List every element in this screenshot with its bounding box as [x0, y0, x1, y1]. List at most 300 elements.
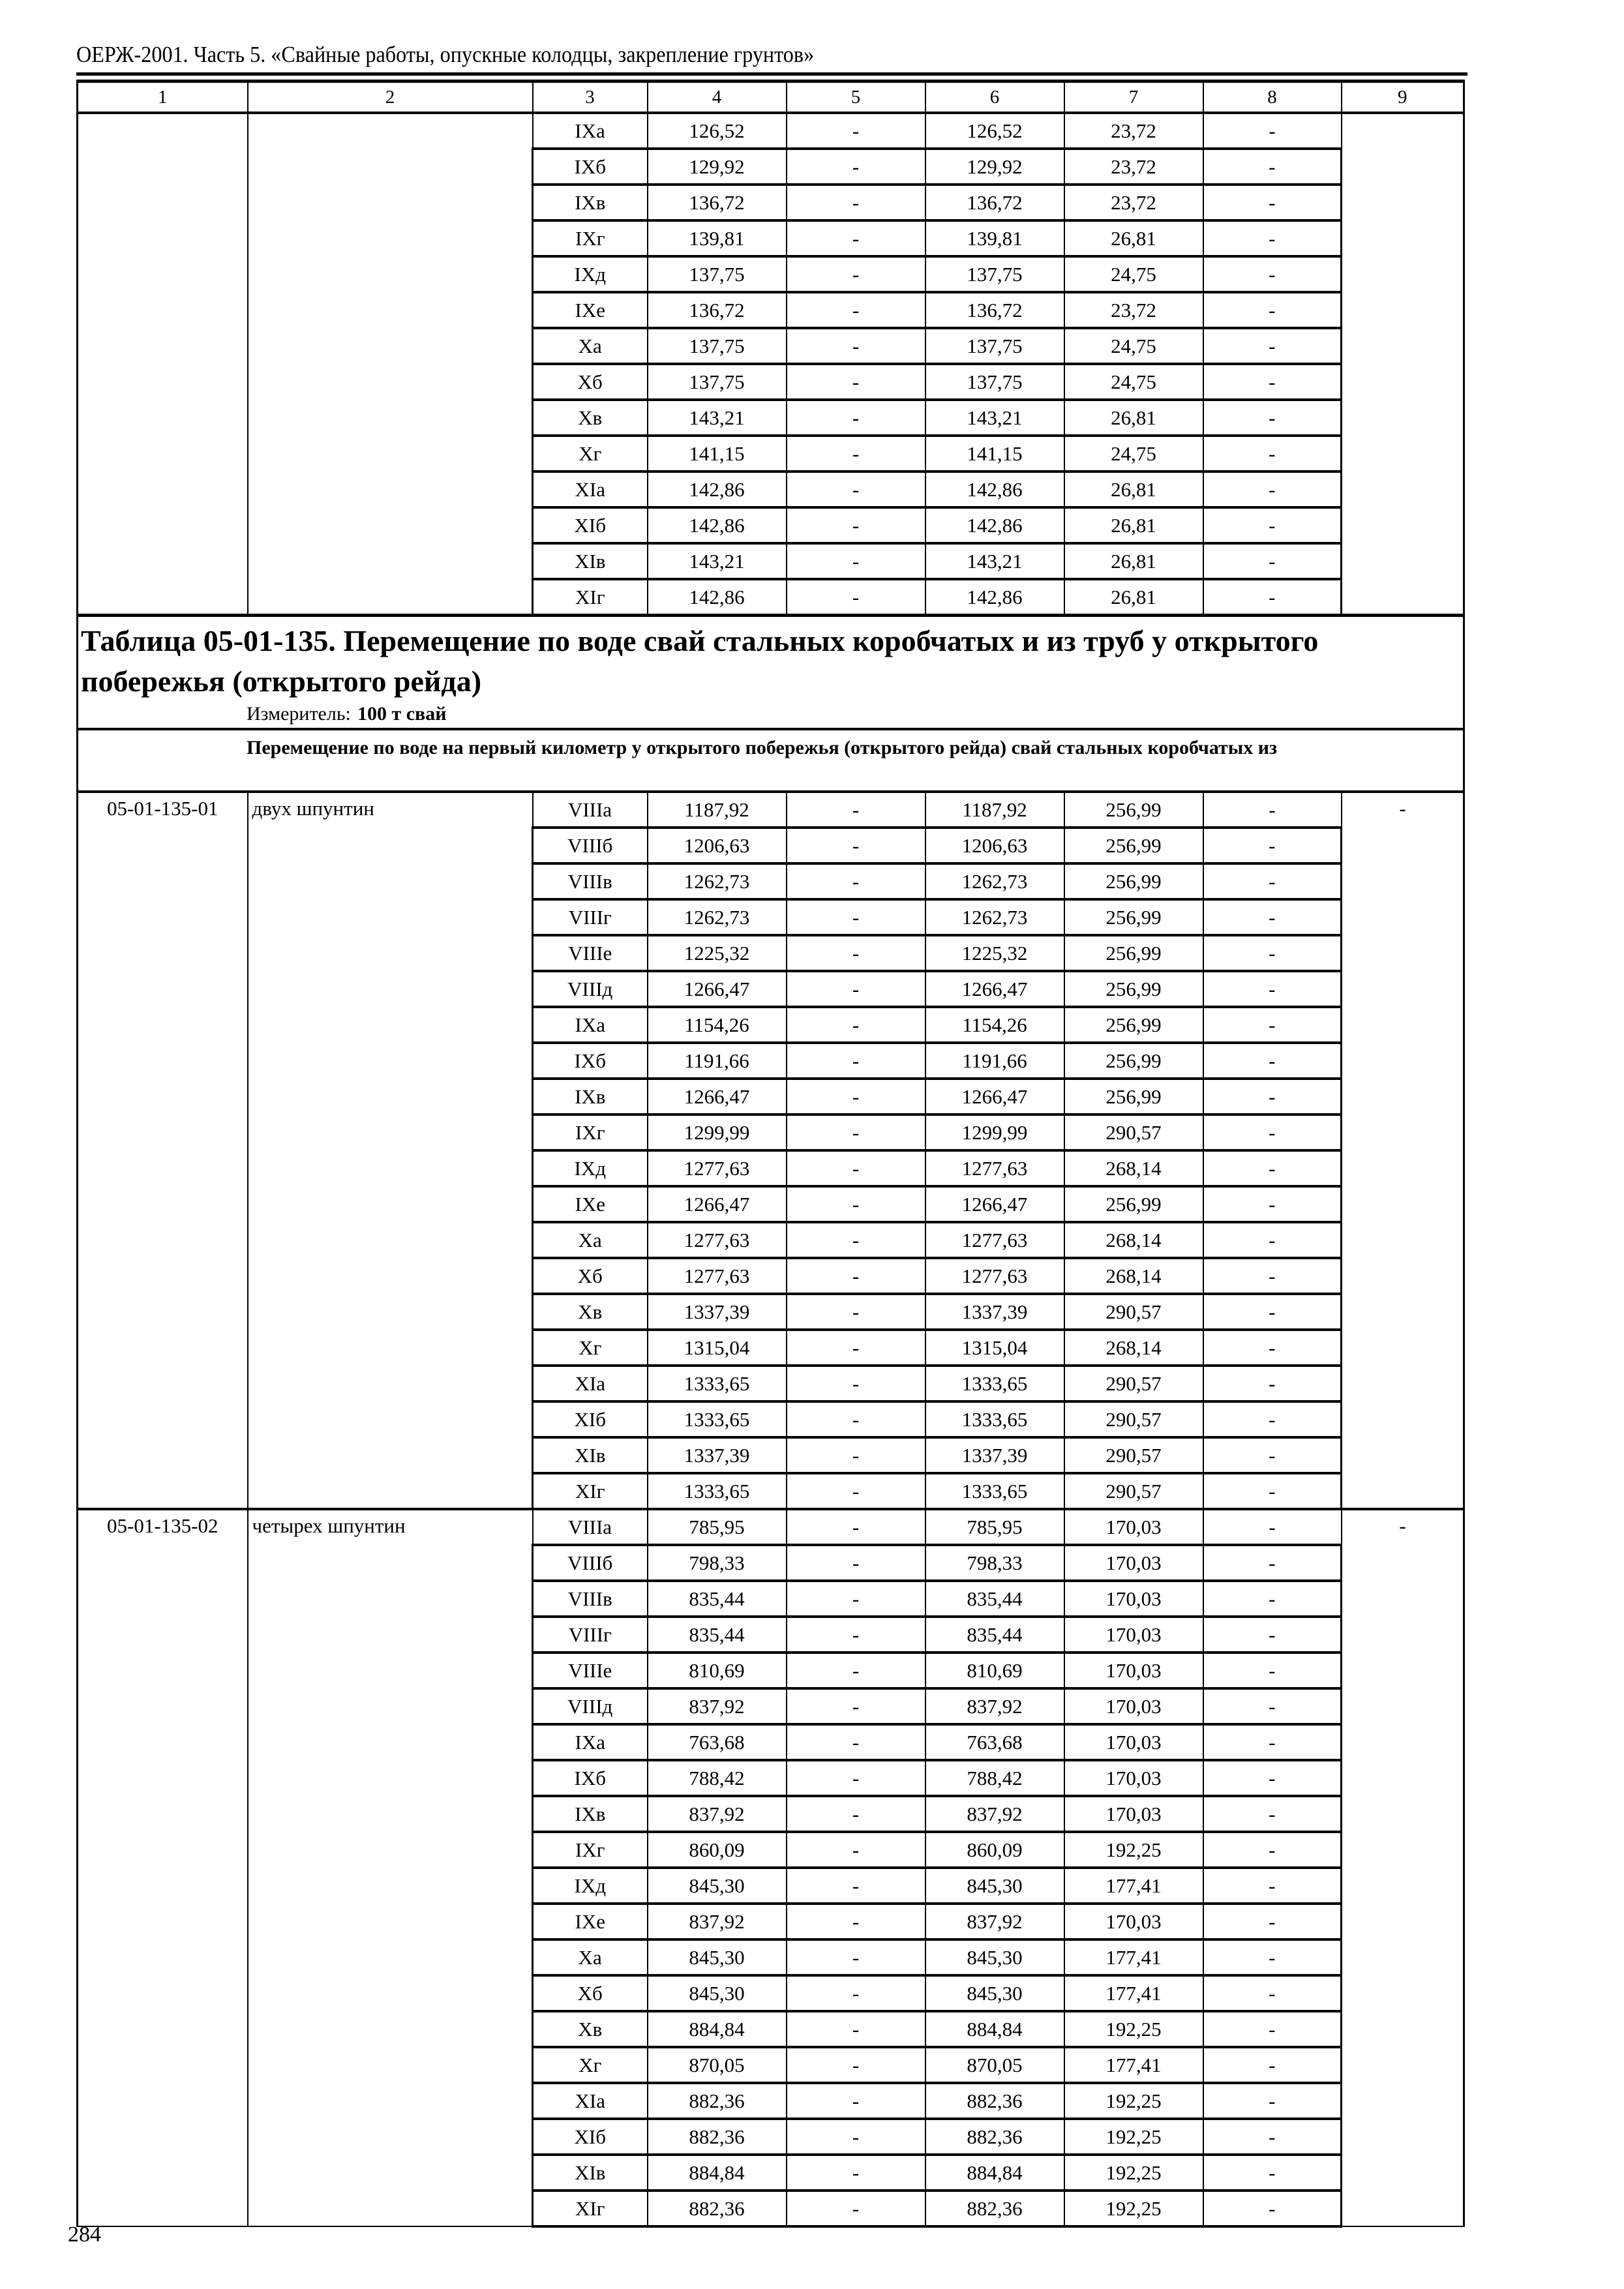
value-col5: - [787, 1581, 925, 1617]
value-col8: - [1203, 436, 1342, 471]
zone-cell: VIIIв [533, 863, 648, 899]
value-col5: - [787, 1975, 925, 2011]
value-col6: 870,05 [925, 2047, 1064, 2083]
value-col6: 1333,65 [925, 1366, 1064, 1401]
value-col6: 1262,73 [925, 863, 1064, 899]
zone-cell: Xв [533, 2011, 648, 2047]
zone-cell: Xг [533, 436, 648, 471]
value-col8: - [1203, 1150, 1342, 1186]
value-col4: 137,75 [648, 364, 787, 400]
zone-cell: XIа [533, 2083, 648, 2119]
value-col4: 1333,65 [648, 1473, 787, 1509]
value-col7: 256,99 [1064, 1079, 1203, 1115]
value-col5: - [787, 1904, 925, 1939]
value-col4: 870,05 [648, 2047, 787, 2083]
value-col8: - [1203, 971, 1342, 1007]
value-col8: - [1203, 1545, 1342, 1581]
value-col4: 785,95 [648, 1509, 787, 1545]
value-col6: 884,84 [925, 2155, 1064, 2191]
value-col5: - [787, 220, 925, 256]
value-col8: - [1203, 364, 1342, 400]
table-title-cell [78, 616, 1464, 730]
value-col4: 1154,26 [648, 1007, 787, 1043]
zone-cell: IXе [533, 1186, 648, 1222]
value-col5: - [787, 2047, 925, 2083]
value-col4: 1187,92 [648, 792, 787, 828]
value-col7: 268,14 [1064, 1150, 1203, 1186]
zone-cell: IXа [533, 113, 648, 149]
value-col4: 1333,65 [648, 1401, 787, 1437]
value-col6: 1225,32 [925, 935, 1064, 971]
value-col5: - [787, 1545, 925, 1581]
zone-cell: IXд [533, 256, 648, 292]
value-col5: - [787, 292, 925, 328]
column-header: 3 [533, 82, 648, 113]
value-col5: - [787, 400, 925, 436]
value-col6: 884,84 [925, 2011, 1064, 2047]
value-col7: 192,25 [1064, 2155, 1203, 2191]
value-col7: 290,57 [1064, 1473, 1203, 1509]
value-col6: 137,75 [925, 364, 1064, 400]
value-col5: - [787, 863, 925, 899]
value-col7: 170,03 [1064, 1581, 1203, 1617]
value-col4: 884,84 [648, 2155, 787, 2191]
value-col5: - [787, 1043, 925, 1079]
value-col6: 788,42 [925, 1760, 1064, 1796]
value-col8: - [1203, 507, 1342, 543]
value-col6: 126,52 [925, 113, 1064, 149]
value-col5: - [787, 1150, 925, 1186]
value-col4: 1262,73 [648, 899, 787, 935]
value-col7: 290,57 [1064, 1366, 1203, 1401]
table-title: Таблица 05-01-135. Перемещение по воде свай стальных коробчатых и из труб у открытого побережья (открытого рейда) [81, 624, 1319, 698]
table-body [78, 82, 1464, 2227]
value-col6: 143,21 [925, 400, 1064, 436]
value-col6: 837,92 [925, 1688, 1064, 1724]
value-col5: - [787, 1688, 925, 1724]
value-col6: 142,86 [925, 507, 1064, 543]
value-col8: - [1203, 292, 1342, 328]
value-col6: 1266,47 [925, 1186, 1064, 1222]
value-col6: 845,30 [925, 1868, 1064, 1904]
zone-cell: XIб [533, 2119, 648, 2155]
value-col6: 837,92 [925, 1904, 1064, 1939]
value-col9: - [1342, 792, 1464, 1509]
value-col5: - [787, 1366, 925, 1401]
value-col4: 845,30 [648, 1939, 787, 1975]
value-col8: - [1203, 1724, 1342, 1760]
zone-cell: XIв [533, 1437, 648, 1473]
value-col5: - [787, 579, 925, 616]
value-col8: - [1203, 1401, 1342, 1437]
value-col7: 26,81 [1064, 507, 1203, 543]
value-col8: - [1203, 1330, 1342, 1366]
value-col5: - [787, 1617, 925, 1653]
zone-cell: XIа [533, 1366, 648, 1401]
zone-cell: IXб [533, 1760, 648, 1796]
value-col7: 256,99 [1064, 935, 1203, 971]
value-col8: - [1203, 1222, 1342, 1258]
zone-cell: VIIIг [533, 1617, 648, 1653]
value-col8: - [1203, 1079, 1342, 1115]
zone-cell: IXв [533, 1079, 648, 1115]
value-col7: 192,25 [1064, 2083, 1203, 2119]
value-col7: 256,99 [1064, 971, 1203, 1007]
value-col7: 24,75 [1064, 256, 1203, 292]
value-col7: 290,57 [1064, 1115, 1203, 1150]
value-col5: - [787, 2191, 925, 2226]
zone-cell: IXв [533, 1796, 648, 1832]
value-col7: 268,14 [1064, 1222, 1203, 1258]
zone-cell: IXг [533, 1115, 648, 1150]
value-col4: 1277,63 [648, 1222, 787, 1258]
zone-cell: Xг [533, 2047, 648, 2083]
header-rule [76, 72, 1467, 76]
zone-cell: VIIIд [533, 1688, 648, 1724]
value-col6: 1333,65 [925, 1473, 1064, 1509]
measure-label: Измеритель: [247, 703, 351, 725]
value-col6: 1299,99 [925, 1115, 1064, 1150]
value-col4: 1337,39 [648, 1437, 787, 1473]
value-col4: 835,44 [648, 1617, 787, 1653]
value-col8: - [1203, 2011, 1342, 2047]
measure-line [78, 702, 1463, 726]
value-col7: 256,99 [1064, 1007, 1203, 1043]
value-col4: 1262,73 [648, 863, 787, 899]
value-col7: 256,99 [1064, 1043, 1203, 1079]
value-col6: 845,30 [925, 1975, 1064, 2011]
value-col6: 1315,04 [925, 1330, 1064, 1366]
zone-cell: IXд [533, 1150, 648, 1186]
value-col9: - [1342, 1509, 1464, 2226]
column-header: 2 [248, 82, 533, 113]
zone-cell: IXа [533, 1724, 648, 1760]
value-col4: 139,81 [648, 220, 787, 256]
zone-cell: Xв [533, 1294, 648, 1330]
value-col4: 1206,63 [648, 828, 787, 863]
value-col5: - [787, 2083, 925, 2119]
value-col8: - [1203, 1868, 1342, 1904]
value-col7: 26,81 [1064, 543, 1203, 579]
value-col8: - [1203, 792, 1342, 828]
column-header: 6 [925, 82, 1064, 113]
value-col7: 170,03 [1064, 1545, 1203, 1581]
row-description [248, 113, 533, 616]
value-col8: - [1203, 185, 1342, 220]
value-col4: 882,36 [648, 2083, 787, 2119]
value-col6: 136,72 [925, 292, 1064, 328]
value-col5: - [787, 1007, 925, 1043]
value-col6: 142,86 [925, 579, 1064, 616]
value-col7: 290,57 [1064, 1437, 1203, 1473]
value-col6: 139,81 [925, 220, 1064, 256]
zone-cell: VIIIб [533, 828, 648, 863]
value-col5: - [787, 1653, 925, 1688]
zone-cell: IXе [533, 292, 648, 328]
value-col7: 170,03 [1064, 1688, 1203, 1724]
value-col7: 24,75 [1064, 436, 1203, 471]
value-col8: - [1203, 1007, 1342, 1043]
zone-cell: XIв [533, 543, 648, 579]
column-header: 7 [1064, 82, 1203, 113]
value-col8: - [1203, 1258, 1342, 1294]
zone-cell: XIб [533, 1401, 648, 1437]
value-col7: 177,41 [1064, 1939, 1203, 1975]
value-col6: 1277,63 [925, 1258, 1064, 1294]
value-col8: - [1203, 2155, 1342, 2191]
value-col5: - [787, 328, 925, 364]
value-col4: 882,36 [648, 2119, 787, 2155]
column-header: 4 [648, 82, 787, 113]
value-col4: 1191,66 [648, 1043, 787, 1079]
value-col8: - [1203, 863, 1342, 899]
value-col6: 1337,39 [925, 1294, 1064, 1330]
value-col6: 763,68 [925, 1724, 1064, 1760]
value-col7: 23,72 [1064, 292, 1203, 328]
column-number-row [78, 82, 1464, 113]
value-col8: - [1203, 149, 1342, 185]
value-col8: - [1203, 2083, 1342, 2119]
value-col7: 256,99 [1064, 863, 1203, 899]
running-header: ОЕРЖ-2001. Часть 5. «Свайные работы, опускные колодцы, закрепление грунтов» [76, 42, 815, 67]
value-col8: - [1203, 220, 1342, 256]
value-col6: 860,09 [925, 1832, 1064, 1868]
zone-cell: IXа [533, 1007, 648, 1043]
value-col8: - [1203, 1760, 1342, 1796]
value-col5: - [787, 113, 925, 149]
value-col6: 882,36 [925, 2191, 1064, 2226]
value-col7: 192,25 [1064, 2119, 1203, 2155]
value-col5: - [787, 364, 925, 400]
zone-cell: Xа [533, 1222, 648, 1258]
value-col4: 142,86 [648, 471, 787, 507]
zone-cell: Xа [533, 1939, 648, 1975]
value-col4: 763,68 [648, 1724, 787, 1760]
value-col5: - [787, 1186, 925, 1222]
zone-cell: IXг [533, 1832, 648, 1868]
value-col7: 26,81 [1064, 579, 1203, 616]
value-col7: 26,81 [1064, 220, 1203, 256]
value-col4: 129,92 [648, 149, 787, 185]
value-col4: 837,92 [648, 1796, 787, 1832]
value-col5: - [787, 185, 925, 220]
value-col5: - [787, 2119, 925, 2155]
value-col7: 170,03 [1064, 1509, 1203, 1545]
value-col8: - [1203, 579, 1342, 616]
value-col7: 24,75 [1064, 328, 1203, 364]
value-col6: 835,44 [925, 1581, 1064, 1617]
value-col8: - [1203, 1832, 1342, 1868]
value-col7: 256,99 [1064, 899, 1203, 935]
value-col5: - [787, 256, 925, 292]
value-col8: - [1203, 1688, 1342, 1724]
value-col4: 1266,47 [648, 971, 787, 1007]
zone-cell: XIб [533, 507, 648, 543]
value-col8: - [1203, 471, 1342, 507]
value-col6: 798,33 [925, 1545, 1064, 1581]
value-col6: 835,44 [925, 1617, 1064, 1653]
value-col7: 256,99 [1064, 828, 1203, 863]
column-header: 5 [787, 82, 925, 113]
value-col8: - [1203, 113, 1342, 149]
value-col6: 136,72 [925, 185, 1064, 220]
zone-cell: Xб [533, 1258, 648, 1294]
zone-cell: VIIIа [533, 1509, 648, 1545]
value-col4: 860,09 [648, 1832, 787, 1868]
zone-cell: Xв [533, 400, 648, 436]
zone-cell: VIIIд [533, 971, 648, 1007]
value-col7: 23,72 [1064, 185, 1203, 220]
value-col4: 143,21 [648, 543, 787, 579]
zone-cell: VIIIв [533, 1581, 648, 1617]
value-col6: 1262,73 [925, 899, 1064, 935]
zone-cell: XIг [533, 2191, 648, 2226]
value-col4: 798,33 [648, 1545, 787, 1581]
value-col4: 1299,99 [648, 1115, 787, 1150]
value-col6: 837,92 [925, 1796, 1064, 1832]
value-col6: 810,69 [925, 1653, 1064, 1688]
value-col6: 1337,39 [925, 1437, 1064, 1473]
value-col7: 192,25 [1064, 1832, 1203, 1868]
value-col4: 884,84 [648, 2011, 787, 2047]
value-col4: 142,86 [648, 579, 787, 616]
table-row [78, 1509, 1464, 1545]
table-title-row [78, 616, 1464, 730]
value-col5: - [787, 2155, 925, 2191]
value-col4: 788,42 [648, 1760, 787, 1796]
value-col6: 882,36 [925, 2083, 1064, 2119]
value-col4: 137,75 [648, 328, 787, 364]
value-col5: - [787, 1868, 925, 1904]
value-col4: 136,72 [648, 185, 787, 220]
value-col8: - [1203, 1186, 1342, 1222]
value-col8: - [1203, 543, 1342, 579]
value-col4: 810,69 [648, 1653, 787, 1688]
value-col4: 845,30 [648, 1868, 787, 1904]
value-col5: - [787, 1115, 925, 1150]
value-col4: 1333,65 [648, 1366, 787, 1401]
value-col4: 1266,47 [648, 1079, 787, 1115]
value-col8: - [1203, 1904, 1342, 1939]
value-col5: - [787, 543, 925, 579]
value-col6: 137,75 [925, 328, 1064, 364]
value-col5: - [787, 828, 925, 863]
value-col5: - [787, 1796, 925, 1832]
value-col7: 170,03 [1064, 1904, 1203, 1939]
value-col4: 837,92 [648, 1904, 787, 1939]
value-col6: 1333,65 [925, 1401, 1064, 1437]
value-col6: 1191,66 [925, 1043, 1064, 1079]
value-col5: - [787, 507, 925, 543]
value-col7: 268,14 [1064, 1330, 1203, 1366]
row-code [78, 113, 248, 616]
value-col7: 170,03 [1064, 1796, 1203, 1832]
table-row [78, 792, 1464, 828]
zone-cell: XIв [533, 2155, 648, 2191]
value-col8: - [1203, 1366, 1342, 1401]
value-col8: - [1203, 1653, 1342, 1688]
value-col8: - [1203, 935, 1342, 971]
value-col4: 1225,32 [648, 935, 787, 971]
value-col4: 141,15 [648, 436, 787, 471]
value-col6: 1154,26 [925, 1007, 1064, 1043]
value-col9 [1342, 113, 1464, 616]
value-col6: 785,95 [925, 1509, 1064, 1545]
value-col4: 143,21 [648, 400, 787, 436]
value-col6: 1206,63 [925, 828, 1064, 863]
value-col5: - [787, 935, 925, 971]
value-col6: 137,75 [925, 256, 1064, 292]
zone-cell: Xа [533, 328, 648, 364]
row-code: 05-01-135-01 [78, 792, 248, 1509]
row-description: двух шпунтин [248, 792, 533, 1509]
value-col7: 170,03 [1064, 1617, 1203, 1653]
value-col7: 170,03 [1064, 1653, 1203, 1688]
value-col5: - [787, 1760, 925, 1796]
zone-cell: IXб [533, 149, 648, 185]
subheading-cell [78, 729, 1464, 792]
value-col7: 26,81 [1064, 471, 1203, 507]
value-col8: - [1203, 328, 1342, 364]
value-col5: - [787, 1509, 925, 1545]
value-col7: 192,25 [1064, 2011, 1203, 2047]
value-col8: - [1203, 1043, 1342, 1079]
value-col8: - [1203, 1509, 1342, 1545]
value-col7: 290,57 [1064, 1401, 1203, 1437]
value-col4: 845,30 [648, 1975, 787, 2011]
value-col5: - [787, 2011, 925, 2047]
zone-cell: VIIIе [533, 1653, 648, 1688]
value-col6: 1266,47 [925, 1079, 1064, 1115]
value-col8: - [1203, 1473, 1342, 1509]
value-col7: 23,72 [1064, 113, 1203, 149]
value-col5: - [787, 1437, 925, 1473]
value-col5: - [787, 899, 925, 935]
zone-cell: Xб [533, 364, 648, 400]
value-col7: 290,57 [1064, 1294, 1203, 1330]
value-col5: - [787, 1330, 925, 1366]
value-col6: 1187,92 [925, 792, 1064, 828]
value-col4: 136,72 [648, 292, 787, 328]
value-col7: 170,03 [1064, 1724, 1203, 1760]
value-col6: 142,86 [925, 471, 1064, 507]
subheading-row [78, 729, 1464, 792]
value-col8: - [1203, 2191, 1342, 2226]
value-col5: - [787, 1222, 925, 1258]
value-col7: 177,41 [1064, 1975, 1203, 2011]
value-col4: 1337,39 [648, 1294, 787, 1330]
value-col5: - [787, 1724, 925, 1760]
value-col6: 882,36 [925, 2119, 1064, 2155]
value-col8: - [1203, 1581, 1342, 1617]
value-col6: 845,30 [925, 1939, 1064, 1975]
zone-cell: IXг [533, 220, 648, 256]
value-col7: 23,72 [1064, 149, 1203, 185]
zone-cell: VIIIг [533, 899, 648, 935]
value-col4: 835,44 [648, 1581, 787, 1617]
value-col8: - [1203, 400, 1342, 436]
value-col4: 126,52 [648, 113, 787, 149]
value-col6: 1277,63 [925, 1222, 1064, 1258]
subheading: Перемещение по воде на первый километр у открытого побережья (открытого рейда) свай стальных коробчатых из [247, 737, 1278, 758]
value-col8: - [1203, 1437, 1342, 1473]
value-col5: - [787, 1939, 925, 1975]
zone-cell: Xб [533, 1975, 648, 2011]
zone-cell: IXб [533, 1043, 648, 1079]
value-col5: - [787, 1401, 925, 1437]
value-col4: 1277,63 [648, 1258, 787, 1294]
zone-cell: IXд [533, 1868, 648, 1904]
